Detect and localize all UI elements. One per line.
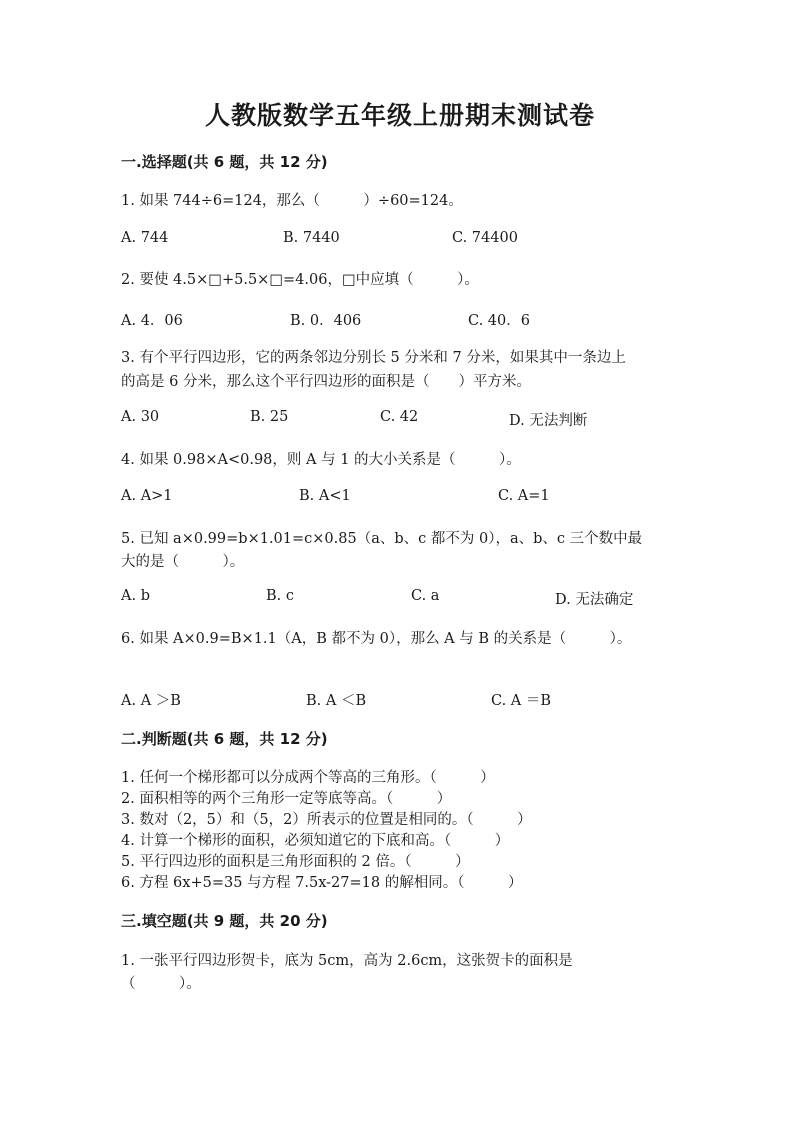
section-heading-judge: 二.判断题(共 6 题，共 12 分)	[121, 730, 328, 748]
option: B. 7440	[283, 230, 340, 246]
question-text: 1. 如果 744÷6=124，那么（ ）÷60=124。	[121, 193, 463, 209]
option: A. 4．06	[121, 313, 183, 329]
section-heading-fill: 三.填空题(共 9 题，共 20 分)	[121, 912, 328, 930]
question-text: 3. 有个平行四边形，它的两条邻边分别长 5 分米和 7 分米，如果其中一条边上	[121, 350, 626, 366]
option: B. c	[266, 588, 294, 604]
option: B. A<1	[299, 488, 351, 504]
question-text: 4. 如果 0.98×A<0.98，则 A 与 1 的大小关系是（ ）。	[121, 452, 521, 468]
option: C. A ＝B	[491, 693, 552, 709]
option: A. 744	[121, 230, 169, 246]
judge-item: 3. 数对（2，5）和（5，2）所表示的位置是相同的。（ ）	[121, 812, 532, 828]
option: B. 0．406	[290, 313, 362, 329]
question-text: 6. 如果 A×0.9=B×1.1（A，B 都不为 0），那么 A 与 B 的关系是（ ）。	[121, 631, 632, 647]
judge-item: 1. 任何一个梯形都可以分成两个等高的三角形。（ ）	[121, 770, 495, 786]
option: B. 25	[250, 409, 289, 425]
option: A. A ＞B	[121, 693, 181, 709]
option: A. A>1	[121, 488, 173, 504]
option: D. 无法判断	[509, 413, 588, 429]
judge-item: 2. 面积相等的两个三角形一定等底等高。（ ）	[121, 791, 452, 807]
option: C. 40．6	[468, 313, 530, 329]
question-text: 5. 已知 a×0.99=b×1.01=c×0.85（a、b、c 都不为 0），a、b、c 三个数中最	[121, 531, 643, 547]
option: B. A ＜B	[306, 693, 367, 709]
option: C. a	[411, 588, 440, 604]
judge-item: 5. 平行四边形的面积是三角形面积的 2 倍。（ ）	[121, 854, 470, 870]
option: C. A=1	[498, 488, 550, 504]
judge-item: 4. 计算一个梯形的面积，必须知道它的下底和高。（ ）	[121, 833, 510, 849]
option: D. 无法确定	[555, 592, 634, 608]
section-heading-choice: 一.选择题(共 6 题，共 12 分)	[121, 153, 328, 171]
question-text: 1. 一张平行四边形贺卡，底为 5cm，高为 2.6cm，这张贺卡的面积是	[121, 953, 573, 969]
question-text: （ ）。	[121, 976, 201, 992]
question-text: 2. 要使 4.5×□+5.5×□=4.06，□中应填（ ）。	[121, 272, 479, 288]
question-text: 的高是 6 分米，那么这个平行四边形的面积是（ ）平方米。	[121, 374, 531, 390]
question-text: 大的是（ ）。	[121, 554, 245, 570]
option: A. b	[121, 588, 150, 604]
option: C. 74400	[452, 230, 518, 246]
option: C. 42	[380, 409, 419, 425]
page-title: 人教版数学五年级上册期末测试卷	[204, 101, 595, 130]
option: A. 30	[121, 409, 160, 425]
judge-item: 6. 方程 6x+5=35 与方程 7.5x-27=18 的解相同。（ ）	[121, 875, 523, 891]
